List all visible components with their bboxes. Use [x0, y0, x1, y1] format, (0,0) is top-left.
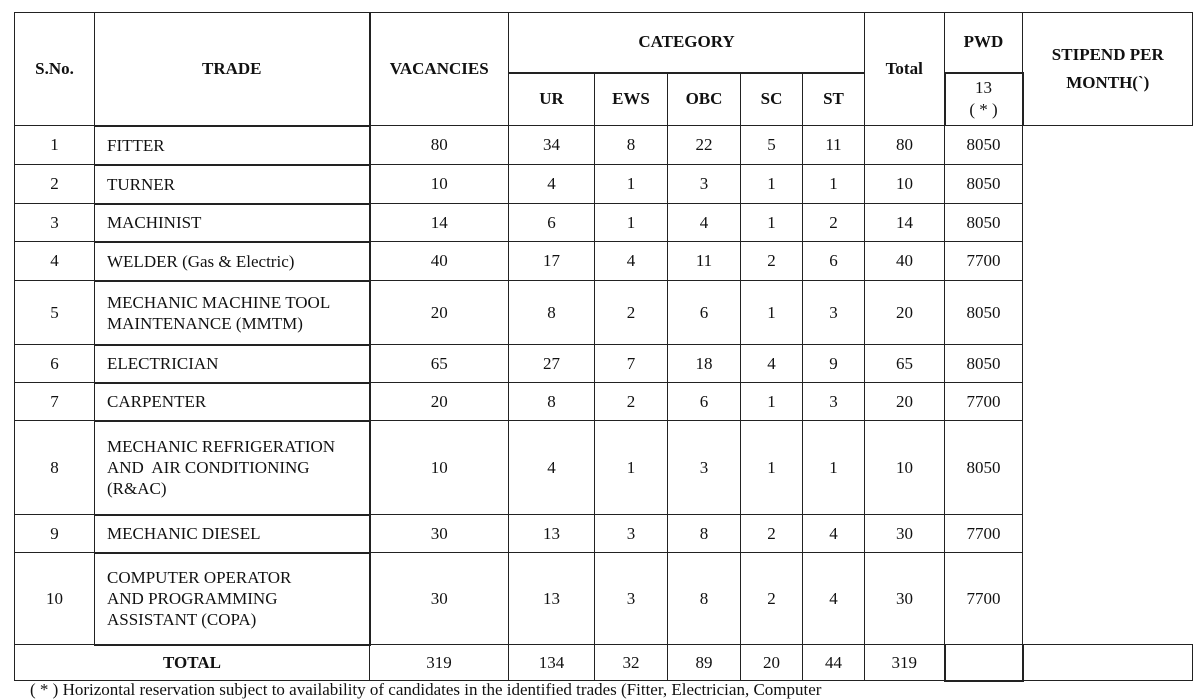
- cell-total: 20: [865, 383, 945, 421]
- header-obc: OBC: [668, 73, 741, 126]
- cell-st: 1: [803, 421, 865, 515]
- header-ews: EWS: [595, 73, 668, 126]
- header-stipend: [1023, 13, 1193, 126]
- cell-st: 1: [803, 165, 865, 204]
- cell-ews: 7: [595, 345, 668, 383]
- pwd-note: ( * ): [969, 100, 998, 120]
- cell-vacancies: 30: [370, 553, 509, 645]
- cell-sc: 1: [741, 383, 803, 421]
- cell-vacancies: 80: [370, 126, 509, 165]
- table-row: [15, 165, 1193, 204]
- cell-st: 4: [803, 553, 865, 645]
- cell-obc: 3: [668, 165, 741, 204]
- header-total: Total: [865, 13, 945, 126]
- cell-sc: 1: [741, 204, 803, 242]
- cell-sc: 1: [741, 281, 803, 345]
- cell-total: 40: [865, 242, 945, 281]
- cell-trade-line: (R&AC): [107, 479, 167, 498]
- cell-st: 11: [803, 126, 865, 165]
- cell-sno: 3: [15, 204, 95, 242]
- cell-ur: 6: [509, 204, 595, 242]
- table-row: [15, 204, 1193, 242]
- cell-sc: 5: [741, 126, 803, 165]
- cell-vacancies: 10: [370, 421, 509, 515]
- cell-trade: ELECTRICIAN: [95, 345, 370, 383]
- cell-ews: 1: [595, 421, 668, 515]
- cell-obc: 6: [668, 281, 741, 345]
- total-row: [15, 645, 1193, 681]
- cell-vacancies: 65: [370, 345, 509, 383]
- cell-trade: CARPENTER: [95, 383, 370, 421]
- total-pwd: [945, 645, 1023, 681]
- cell-ur: 13: [509, 553, 595, 645]
- cell-sc: 4: [741, 345, 803, 383]
- cell-vacancies: 30: [370, 515, 509, 553]
- cell-sno: 7: [15, 383, 95, 421]
- cell-ur: 4: [509, 421, 595, 515]
- cell-ews: 1: [595, 165, 668, 204]
- cell-stipend: 8050: [945, 126, 1023, 165]
- table-row: [15, 242, 1193, 281]
- cell-ur: 17: [509, 242, 595, 281]
- footnote: ( * ) Horizontal reservation subject to availability of candidates in the identified trades (Fitter, Electrician, Computer: [30, 680, 822, 699]
- cell-total: 65: [865, 345, 945, 383]
- pwd-value: 13: [975, 78, 992, 98]
- header-vacancies: VACANCIES: [370, 13, 509, 126]
- cell-stipend: 8050: [945, 345, 1023, 383]
- cell-stipend: 8050: [945, 281, 1023, 345]
- cell-st: 2: [803, 204, 865, 242]
- cell-sc: 2: [741, 553, 803, 645]
- cell-stipend: 8050: [945, 421, 1023, 515]
- header-pwd: PWD: [945, 13, 1023, 73]
- header-sc: SC: [741, 73, 803, 126]
- cell-trade-line: MECHANIC REFRIGERATION: [107, 437, 336, 456]
- cell-ur: 4: [509, 165, 595, 204]
- cell-trade-line: ASSISTANT (COPA): [107, 610, 257, 629]
- table-row: [15, 553, 1193, 645]
- cell-total: 30: [865, 515, 945, 553]
- cell-total: 80: [865, 126, 945, 165]
- header-stipend-line2: MONTH(`): [1066, 73, 1150, 92]
- cell-st: 3: [803, 383, 865, 421]
- table-row: [15, 345, 1193, 383]
- cell-sno: 10: [15, 553, 95, 645]
- cell-obc: 6: [668, 383, 741, 421]
- total-vacancies: 319: [370, 645, 509, 681]
- header-sno: S.No.: [15, 13, 95, 126]
- table-row: [15, 126, 1193, 165]
- total-obc: 89: [668, 645, 741, 681]
- cell-sno: 4: [15, 242, 95, 281]
- cell-trade: [95, 421, 370, 515]
- cell-trade: MACHINIST: [95, 204, 370, 242]
- vacancy-table: [14, 12, 1193, 682]
- cell-trade-line: COMPUTER OPERATOR: [107, 568, 292, 587]
- cell-total: 30: [865, 553, 945, 645]
- table-row: [15, 383, 1193, 421]
- cell-st: 9: [803, 345, 865, 383]
- cell-trade: MECHANIC DIESEL: [95, 515, 370, 553]
- cell-trade-line: MAINTENANCE (MMTM): [107, 313, 303, 333]
- cell-stipend: 8050: [945, 165, 1023, 204]
- cell-sc: 1: [741, 165, 803, 204]
- cell-vacancies: 20: [370, 281, 509, 345]
- cell-st: 3: [803, 281, 865, 345]
- cell-total: 10: [865, 421, 945, 515]
- cell-st: 4: [803, 515, 865, 553]
- cell-ur: 8: [509, 281, 595, 345]
- cell-trade: WELDER (Gas & Electric): [95, 242, 370, 281]
- cell-total: 14: [865, 204, 945, 242]
- total-stipend: [1023, 645, 1193, 681]
- table-row: [15, 515, 1193, 553]
- cell-obc: 4: [668, 204, 741, 242]
- total-ews: 32: [595, 645, 668, 681]
- total-label: TOTAL: [15, 645, 370, 681]
- cell-vacancies: 20: [370, 383, 509, 421]
- cell-trade: FITTER: [95, 126, 370, 165]
- cell-stipend: 7700: [945, 383, 1023, 421]
- cell-obc: 8: [668, 515, 741, 553]
- header-stipend-line1: STIPEND PER: [1051, 45, 1164, 64]
- total-total: 319: [865, 645, 945, 681]
- cell-sno: 8: [15, 421, 95, 515]
- cell-obc: 3: [668, 421, 741, 515]
- cell-obc: 11: [668, 242, 741, 281]
- cell-st: 6: [803, 242, 865, 281]
- cell-stipend: 8050: [945, 204, 1023, 242]
- cell-obc: 18: [668, 345, 741, 383]
- cell-sc: 2: [741, 515, 803, 553]
- cell-trade-line: AND PROGRAMMING: [107, 589, 278, 608]
- header-st: ST: [803, 73, 865, 126]
- table-body: [15, 126, 1193, 681]
- cell-ews: 4: [595, 242, 668, 281]
- table-row: [15, 281, 1193, 345]
- cell-stipend: 7700: [945, 515, 1023, 553]
- cell-total: 10: [865, 165, 945, 204]
- header-category: CATEGORY: [509, 13, 865, 73]
- total-ur: 134: [509, 645, 595, 681]
- cell-stipend: 7700: [945, 553, 1023, 645]
- cell-ews: 2: [595, 281, 668, 345]
- cell-ews: 2: [595, 383, 668, 421]
- cell-trade-line: MECHANIC MACHINE TOOL: [107, 292, 331, 312]
- cell-ur: 34: [509, 126, 595, 165]
- cell-ews: 8: [595, 126, 668, 165]
- cell-sno: 1: [15, 126, 95, 165]
- header-ur: UR: [509, 73, 595, 126]
- cell-stipend: 7700: [945, 242, 1023, 281]
- cell-trade: TURNER: [95, 165, 370, 204]
- cell-sc: 1: [741, 421, 803, 515]
- header-trade: TRADE: [95, 13, 370, 126]
- table-row: [15, 421, 1193, 515]
- cell-ews: 1: [595, 204, 668, 242]
- cell-obc: 8: [668, 553, 741, 645]
- cell-trade: [95, 553, 370, 645]
- cell-sno: 6: [15, 345, 95, 383]
- cell-ews: 3: [595, 515, 668, 553]
- cell-vacancies: 10: [370, 165, 509, 204]
- cell-sno: 9: [15, 515, 95, 553]
- total-sc: 20: [741, 645, 803, 681]
- cell-sc: 2: [741, 242, 803, 281]
- cell-vacancies: 40: [370, 242, 509, 281]
- cell-obc: 22: [668, 126, 741, 165]
- cell-ur: 27: [509, 345, 595, 383]
- cell-total: 20: [865, 281, 945, 345]
- pwd-cell: [945, 73, 1023, 126]
- cell-trade-line: AND AIR CONDITIONING: [107, 458, 310, 477]
- cell-sno: 2: [15, 165, 95, 204]
- cell-ur: 8: [509, 383, 595, 421]
- cell-trade: [95, 281, 370, 345]
- cell-ews: 3: [595, 553, 668, 645]
- cell-ur: 13: [509, 515, 595, 553]
- cell-sno: 5: [15, 281, 95, 345]
- total-st: 44: [803, 645, 865, 681]
- cell-vacancies: 14: [370, 204, 509, 242]
